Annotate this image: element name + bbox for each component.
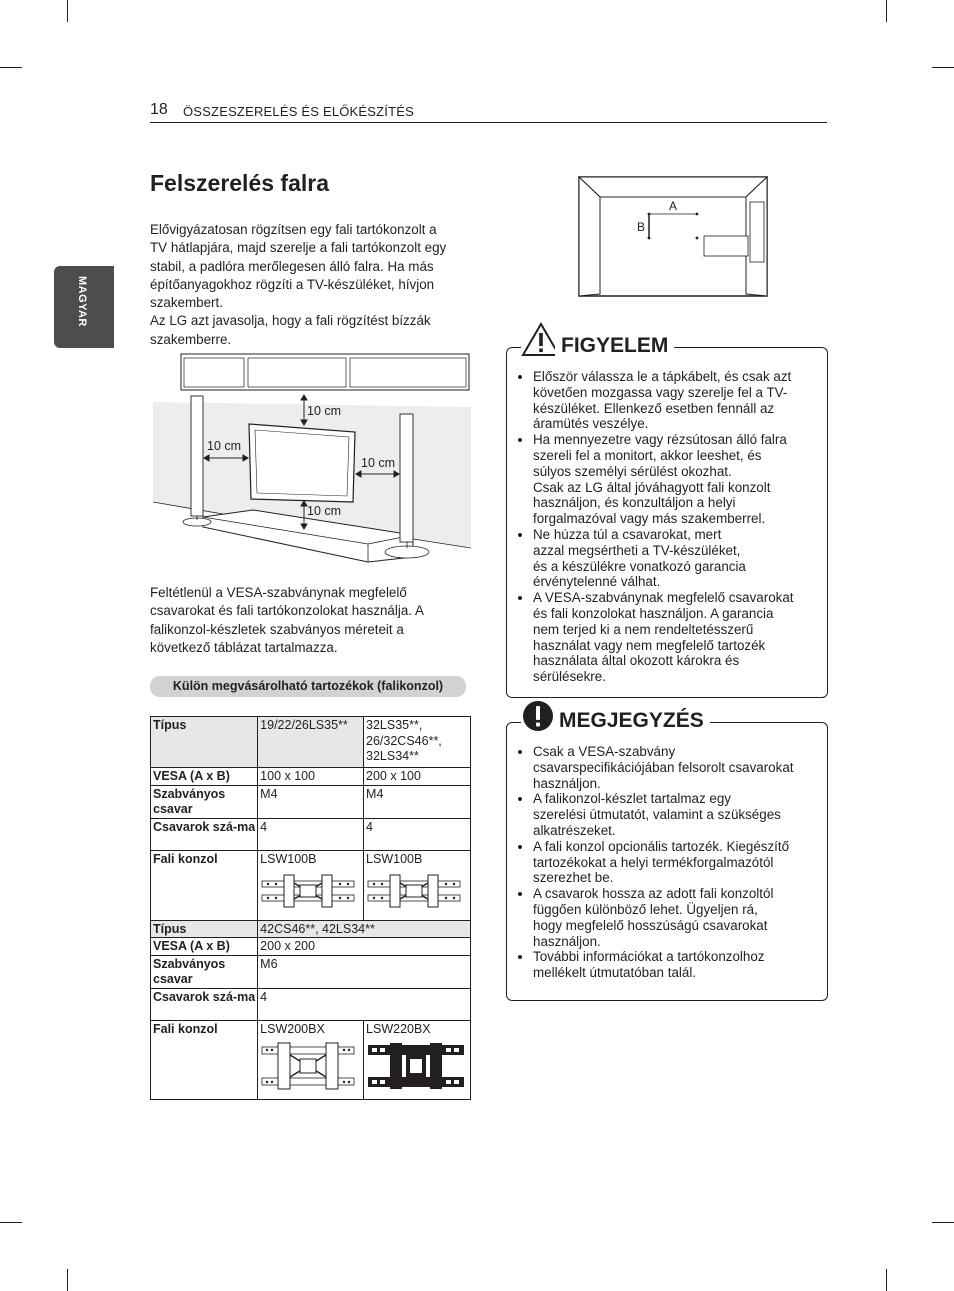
table-cell: 4	[258, 818, 364, 850]
wall-mount-spec-table	[150, 716, 471, 1100]
row-label: Fali konzol	[151, 1020, 258, 1099]
list-item-text: • További információkat a tartókonzolhoz mellékelt útmutatóban talál.	[533, 949, 765, 981]
table-cell: M4	[364, 785, 471, 818]
language-tab	[54, 266, 114, 348]
list-item-text: • A csavarok hossza az adott fali konzoltól függően különböző lehet. Ügyeljen rá, hogy megfelelő hosszúságú csavarokat használjon.	[533, 886, 774, 949]
clearance-bottom-label: 10 cm	[307, 504, 342, 518]
intro-line: stabil, a padlóra merőlegesen álló falra. Ha más	[150, 258, 434, 274]
exclamation-circle-icon	[521, 699, 555, 733]
crop-mark	[932, 1222, 954, 1223]
vesa-b-label: B	[637, 220, 646, 234]
crop-mark	[932, 67, 954, 68]
page-header	[150, 100, 827, 123]
vesa-line: Feltétlenül a VESA-szabványnak megfelelő	[150, 585, 407, 600]
bracket-cell	[258, 850, 364, 920]
caution-list	[507, 369, 833, 685]
bracket-cell	[364, 850, 471, 920]
list-item-text: • Ha mennyezetre vagy rézsútosan álló falra szereli fel a monitort, akkor leeshet, és súlyos személyi sérülést okozhat. Csak az LG által jóváhagyott fali konzolt használjon, és konzultáljon a helyi forgalmazóval vagy más szakemberrel.	[533, 432, 787, 527]
bracket-cell	[364, 1020, 471, 1099]
model-cell: 19/22/26LS35**	[258, 717, 364, 768]
crop-mark	[67, 0, 68, 22]
bracket-lsw100b-image	[260, 871, 356, 911]
list-item	[533, 527, 833, 590]
caution-box	[506, 334, 828, 698]
row-label: Szabványos csavar	[151, 785, 258, 818]
table-cell: 4	[258, 988, 471, 1020]
table-row	[151, 785, 471, 818]
crop-mark	[0, 1222, 22, 1223]
list-item	[533, 791, 833, 838]
page-number: 18	[150, 101, 168, 118]
row-label: Fali konzol	[151, 850, 258, 920]
caution-title: FIGYELEM	[555, 334, 674, 358]
intro-line: építőanyagokhoz rögzíti a TV-készüléket, hívjon	[150, 276, 435, 292]
table-cell: 100 x 100	[258, 768, 364, 786]
table-row	[151, 955, 471, 988]
language-tab-label: MAGYAR	[76, 276, 88, 327]
clearance-right-label: 10 cm	[361, 456, 396, 470]
table-row	[151, 988, 471, 1020]
vesa-a-label: A	[669, 199, 678, 213]
clearance-left-label: 10 cm	[207, 439, 242, 453]
list-item	[533, 886, 833, 949]
row-label: Csavarok szá-ma	[151, 988, 258, 1020]
bracket-model: LSW200BX	[260, 1021, 325, 1036]
crop-mark	[0, 67, 22, 68]
vesa-hole-diagram	[578, 176, 769, 298]
list-item-text: • Először válassza le a tápkábelt, és csak azt követően mozgassa vagy szerelje fel a TV- készüléket. Ellenkező esetben fennáll az áramütés veszélye.	[533, 369, 792, 432]
note-box	[506, 709, 828, 1001]
bracket-lsw100b-image	[366, 871, 462, 911]
crop-mark	[886, 0, 887, 22]
list-item-text: • Csak a VESA-szabvány csavarspecifikációjában felsorolt csavarokat használjon.	[533, 744, 794, 791]
list-item	[533, 949, 833, 981]
bracket-model: LSW100B	[366, 851, 423, 866]
table-row	[151, 1020, 471, 1099]
crop-mark	[67, 1269, 68, 1291]
bracket-cell	[258, 1020, 364, 1099]
table-header-cell: Típus	[151, 920, 258, 938]
note-list	[507, 744, 833, 981]
intro-line: TV hátlapjára, majd szerelje a fali tartókonzolt egy	[150, 240, 447, 256]
table-cell: 200 x 200	[258, 938, 471, 956]
model-cell: 32LS35**, 26/32CS46**, 32LS34**	[364, 717, 471, 768]
table-cell: M4	[258, 785, 364, 818]
table-row	[151, 717, 471, 768]
wall-mount-clearance-illustration	[153, 352, 473, 570]
list-item	[533, 744, 833, 791]
vesa-line: következő táblázat tartalmazza.	[150, 639, 338, 655]
intro-line: Elővigyázatosan rögzítsen egy fali tartókonzolt a	[150, 222, 437, 237]
intro-paragraph	[150, 221, 480, 349]
bracket-lsw220bx-image	[366, 1041, 466, 1091]
list-item	[533, 839, 833, 886]
row-label: VESA (A x B)	[151, 768, 258, 786]
table-row	[151, 938, 471, 956]
table-row	[151, 850, 471, 920]
row-label: VESA (A x B)	[151, 938, 258, 956]
list-item	[533, 369, 833, 432]
row-label: Szabványos csavar	[151, 955, 258, 988]
bracket-lsw200bx-image	[260, 1041, 356, 1091]
intro-line: szakembert.	[150, 295, 223, 311]
table-cell: 4	[364, 818, 471, 850]
vesa-line: csavarokat és fali tartókonzolokat használja. A	[150, 603, 424, 619]
vesa-paragraph	[150, 584, 480, 657]
model-cell: 42CS46**, 42LS34**	[258, 920, 471, 938]
list-item-text: • A fali konzol opcionális tartozék. Kiegészítő tartozékokat a helyi termékforgalmazótól szerezhet be.	[533, 838, 790, 886]
table-cell: 200 x 100	[364, 768, 471, 786]
clearance-top-label: 10 cm	[307, 404, 342, 418]
list-item	[533, 590, 833, 685]
list-item-text: • Ne húzza túl a csavarokat, mert azzal megsértheti a TV-készüléket, és a készülékre vonatkozó garancia érvénytelenné válhat.	[533, 526, 746, 590]
crop-mark	[886, 1269, 887, 1291]
list-item-text: • A falikonzol-készlet tartalmaz egy szerelési útmutatót, valamint a szükséges alkatrészeket.	[533, 791, 781, 838]
table-row	[151, 920, 471, 938]
intro-line: Az LG azt javasolja, hogy a fali rögzítést bízzák	[150, 313, 431, 329]
list-item-text: • A VESA-szabványnak megfelelő csavarokat és fali konzolokat használjon. A garancia nem terjed ki a nem rendeltetésszerű használat vagy nem megfelelő tartozék használata által okozott károkra és sérülésekre.	[533, 590, 794, 685]
vesa-line: falikonzol-készletek szabványos méreteit a	[150, 621, 404, 637]
row-label: Csavarok szá-ma	[151, 818, 258, 850]
table-header-cell: Típus	[151, 717, 258, 768]
table-row	[151, 818, 471, 850]
list-item	[533, 432, 833, 527]
bracket-model: LSW220BX	[366, 1021, 431, 1036]
bracket-model: LSW100B	[260, 851, 317, 866]
table-row	[151, 768, 471, 786]
note-title: MEGJEGYZÉS	[553, 709, 710, 733]
page-title: Felszerelés falra	[150, 170, 330, 196]
accessory-heading: Külön megvásárolható tartozékok (falikonzol)	[150, 676, 466, 697]
table-cell: M6	[258, 955, 471, 988]
section-title: ÖSSZESZERELÉS ÉS ELŐKÉSZÍTÉS	[183, 104, 415, 119]
intro-line: szakemberre.	[150, 331, 232, 347]
